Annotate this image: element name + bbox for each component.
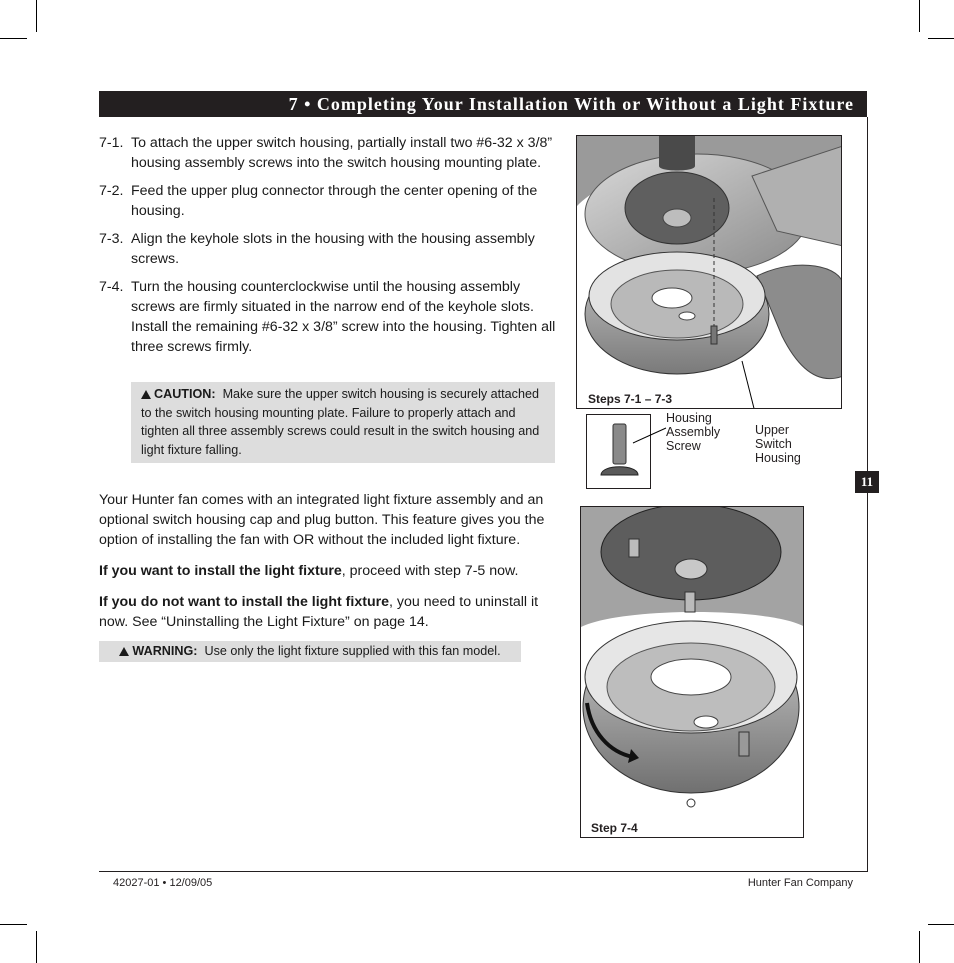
caution-note bbox=[131, 382, 555, 463]
warning-triangle-icon bbox=[119, 647, 129, 656]
step-text: To attach the upper switch housing, partially install two #6-32 x 3/8” housing assembly screws into the switch housing mounting plate. bbox=[131, 135, 553, 171]
uninstall-option bbox=[99, 592, 559, 632]
uninstall-option-rest: , you need to uninstall it now. See “Uninstalling the Light Fixture” on page 14. bbox=[99, 594, 539, 630]
housing-illustration bbox=[577, 136, 842, 409]
intro-paragraph: Your Hunter fan comes with an integrated light fixture assembly and an optional switch housing cap and plug button. This feature gives you the option of installing the fan with OR without the included light fixture. bbox=[99, 492, 545, 548]
callout-line: Assembly bbox=[666, 425, 721, 439]
crop-mark bbox=[928, 38, 954, 39]
warning-label: WARNING: bbox=[132, 644, 198, 658]
callout-line: Upper bbox=[755, 423, 790, 437]
crop-mark bbox=[0, 38, 27, 39]
footer-document-id: 42027-01 • 12/09/05 bbox=[113, 877, 213, 889]
step-item bbox=[99, 229, 557, 269]
uninstall-option-bold: If you do not want to install the light fixture bbox=[99, 594, 390, 610]
crop-mark bbox=[928, 924, 954, 925]
page-number-tab: 11 bbox=[855, 471, 879, 493]
page-border-right bbox=[867, 117, 868, 871]
crop-mark bbox=[36, 931, 37, 963]
footer-company: Hunter Fan Company bbox=[747, 877, 853, 889]
warning-text: Use only the light fixture supplied with this fan model. bbox=[204, 644, 501, 658]
install-option bbox=[99, 561, 559, 581]
step-number: 7-2. bbox=[99, 183, 124, 199]
step-text: Turn the housing counterclockwise until the housing assembly screws are firmly situated in the narrow end of the keyhole slots. Install the remaining #6-32 x 3/8” screw into the housing. Tighten all three screws firmly. bbox=[131, 279, 556, 355]
section-title: 7 • Completing Your Installation With or Without a Light Fixture bbox=[99, 91, 867, 117]
page-border-bottom bbox=[99, 871, 868, 872]
callout-line: Housing bbox=[666, 411, 712, 425]
callout-housing-assembly-screw bbox=[666, 411, 720, 453]
callout-line: Housing bbox=[755, 451, 801, 465]
callout-line: Switch bbox=[755, 437, 792, 451]
crop-mark bbox=[919, 0, 920, 32]
step-number: 7-1. bbox=[99, 135, 124, 151]
callout-leader-line bbox=[630, 425, 670, 447]
step-list bbox=[99, 133, 557, 365]
warning-note bbox=[99, 641, 521, 662]
intro-section bbox=[99, 490, 559, 643]
step-item bbox=[99, 133, 557, 173]
install-option-rest: , proceed with step 7-5 now. bbox=[341, 563, 519, 579]
step-text: Align the keyhole slots in the housing with the housing assembly screws. bbox=[131, 231, 535, 267]
figure-step-7-4 bbox=[580, 506, 804, 838]
install-option-bold: If you want to install the light fixture bbox=[99, 563, 342, 579]
figure-caption: Step 7-4 bbox=[591, 821, 638, 835]
crop-mark bbox=[36, 0, 37, 32]
warning-triangle-icon bbox=[141, 390, 151, 399]
crop-mark bbox=[919, 931, 920, 963]
step-number: 7-3. bbox=[99, 231, 124, 247]
step-item bbox=[99, 277, 557, 357]
figure-steps-7-1-to-7-3 bbox=[576, 135, 842, 409]
housing-rotation-illustration bbox=[581, 507, 804, 838]
step-text: Feed the upper plug connector through the center opening of the housing. bbox=[131, 183, 538, 219]
callout-upper-switch-housing bbox=[755, 423, 801, 465]
figure-caption: Steps 7-1 – 7-3 bbox=[588, 392, 673, 406]
caution-label: CAUTION: bbox=[154, 387, 216, 401]
crop-mark bbox=[0, 924, 27, 925]
step-item bbox=[99, 181, 557, 221]
caution-text: Make sure the upper switch housing is securely attached to the switch housing mounting plate. Failure to properly attach and tighten all three assembly screws could result in the switch housing and light fixture falling. bbox=[141, 387, 540, 457]
callout-line: Screw bbox=[666, 439, 701, 453]
step-number: 7-4. bbox=[99, 279, 124, 295]
